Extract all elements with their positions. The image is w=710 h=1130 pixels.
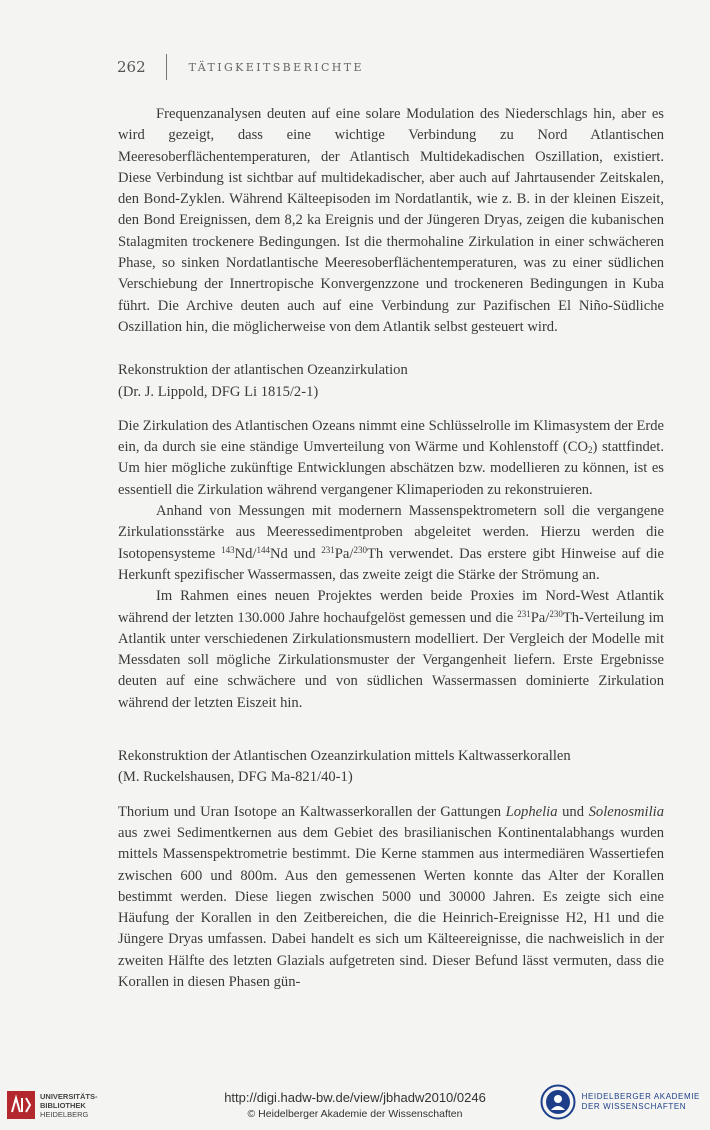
paragraph-thorium-uranium: Thorium und Uran Isotope an Kaltwasserkorallen der Gattungen Lophelia und Solenosmilia aus zwei Sedimentkernen aus dem Gebiet des brasilianischen Kontinentalabhangs wurden mittels Massenspektrometrie bestimmt. Die Kerne stammen aus intermediären Wassertiefen zwischen 600 und 800m. Aus den gemessenen Werten konnte das Alter der Korallen bestimmt werden. Diese liegen zwischen 5000 und 30000 Jahren. Es zeigte sich eine Häufung der Korallen in den Zeitbereichen, die die Heinrich-Ereignisse H2, H1 und die Jüngere Dryas umfassen. Dabei handelt es sich um Kälteereignisse, die nachweislich in der zweiten Hälfte des letzten Glazials aufgetreten sind. Dieser Befund lässt vermuten, dass die Korallen in diesen Phasen gün- xyxy=(118,803,664,990)
section-heading-ocean-circulation xyxy=(118,360,664,403)
page-header xyxy=(117,56,364,78)
page-number: 262 xyxy=(117,58,146,76)
paragraph-frequency-analysis: Frequenzanalysen deuten auf eine solare Modulation des Niederschlags hin, aber es wird gezeigt, dass eine wichtige Verbindung zu Nord Atlantischen Meeresoberflächentemperaturen, der Atlantisch Multidekadischen Oszillation, existiert. Diese Verbindung ist sichtbar auf multidekadischer, aber auch auf Jahrtausender Zeitskalen, den Bond-Zyklen. Während Kälteepisoden im Nordatlantik, wie z. B. in der kleinen Eiszeit, den Bond Ereignissen, dem 8,2 ka Ereignis und der Jüngeren Dryas, zeigen die kubanischen Stalagmiten trockenere Bedingungen. Ist die thermohaline Zirkulation in einer schwächeren Phase, so sinken Nordatlantische Meeresoberflächentemperaturen, was zu einer südlichen Verschiebung der Innertropische Konvergenzzone und trockeneren Bedingungen in Kuba führt. Die Archive deuten auch auf eine Verbindung zur Pazifischen El Niño-Südliche Oszillation hin, die möglicherweise von dem Atlantik selbst gesteuert wird. xyxy=(118,106,664,335)
paragraph-new-project: Im Rahmen eines neuen Projektes werden beide Proxies im Nord-West Atlantik während der letzten 130.000 Jahre hochaufgelöst gemessen und die $^{231}$Pa/$^{230}$Th-Verteilung im Atlantik unter verschiedenen Zirkulationsmustern modelliert. Der Vergleich der Modelle mit Messdaten soll mögliche Zirkulationsmuster der Vergangenheit liefern. Erste Ergebnisse deuten auf eine schwächere und von südlichen Wassermassen dominierte Zirkulation während der letzten Eiszeit hin. xyxy=(118,588,664,711)
body-text xyxy=(118,104,664,993)
academy-name: HEIDELBERGER AKADEMIE DER WISSENSCHAFTEN xyxy=(581,1092,700,1111)
section-heading-cold-water-corals xyxy=(118,746,664,789)
academy-seal-icon xyxy=(540,1084,576,1120)
paragraph-isotope-systems: Anhand von Messungen mit modernern Massenspektrometern soll die vergangene Zirkulationsstärke aus Meeressedimentproben abgeleitet werden. Hierzu werden die Isotopensysteme $^{143}$Nd/$^{144}$Nd und $^{231}$Pa/$^{230}$Th verwendet. Das erstere gibt Hinweise auf die Herkunft spezifischer Wassermassen, das zweite zeigt die Stärke der Strömung an. xyxy=(118,503,664,583)
hadw-logo[interactable] xyxy=(540,1084,700,1120)
section-title: Rekonstruktion der atlantischen Ozeanzirkulation xyxy=(118,362,408,379)
permalink-url[interactable]: http://digi.hadw-bw.de/view/jbhadw2010/0246 xyxy=(224,1090,486,1105)
copyright-notice: © Heidelberger Akademie der Wissenschaften xyxy=(247,1108,463,1120)
header-divider xyxy=(166,54,167,80)
section-title: Rekonstruktion der Atlantischen Ozeanzirkulation mittels Kaltwasserkorallen xyxy=(118,748,571,765)
ub-name: UNIVERSITÄTS- BIBLIOTHEK HEIDELBERG xyxy=(40,1091,98,1119)
footer xyxy=(0,1078,710,1130)
section-grant: (Dr. J. Lippold, DFG Li 1815/2-1) xyxy=(118,383,319,400)
paragraph-circulation-intro: Die Zirkulation des Atlantischen Ozeans nimmt eine Schlüsselrolle im Klimasystem der Erde ein, da durch sie eine ständige Umverteilung von Wärme und Kohlenstoff $(CO_2)$ stattfindet. Um hier mögliche zukünftige Entwicklungen abschätzen bzw. modellieren zu können, ist es essentiell die Zirkulation während vergangener Klimaperioden zu rekonstruieren. xyxy=(118,417,664,498)
running-head: TÄTIGKEITSBERICHTE xyxy=(188,60,364,74)
section-grant: (M. Ruckelshausen, DFG Ma-821/40-1) xyxy=(118,769,353,786)
